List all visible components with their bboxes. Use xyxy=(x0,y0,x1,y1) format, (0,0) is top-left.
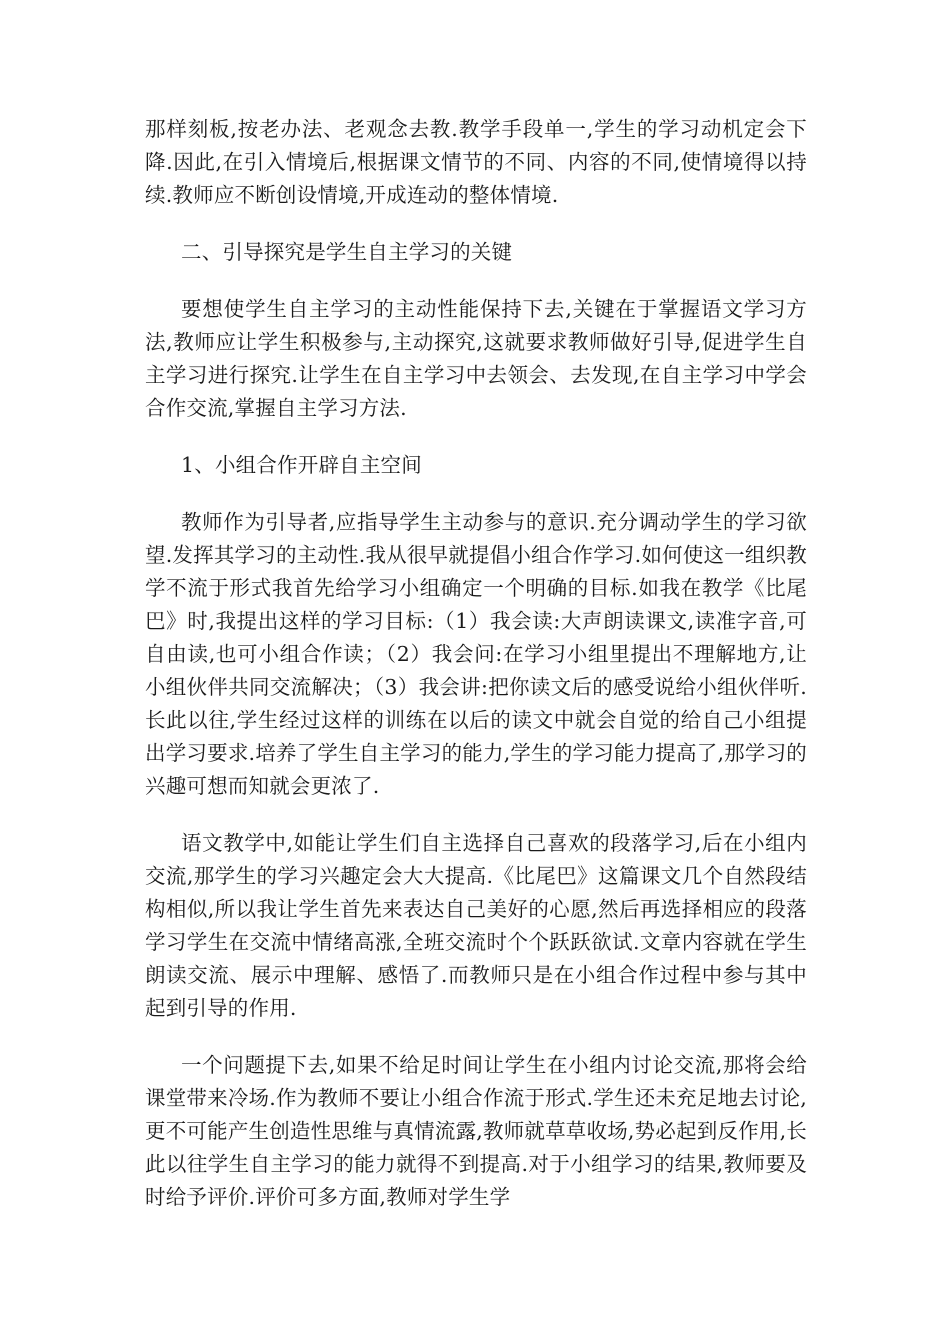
document-body xyxy=(145,113,807,1238)
paragraph-inquiry-intro: 要想使学生自主学习的主动性能保持下去,关键在于掌握语文学习方法,教师应让学生积极参与,主动探究,这就要求教师做好引导,促进学生自主学习进行探究.让学生在自主学习中去领会、去发现,在自主学习中学会合作交流,掌握自主学习方法. xyxy=(145,297,807,420)
subsection-heading-group-cooperation: 1、小组合作开辟自主空间 xyxy=(181,453,422,477)
paragraph-self-selected-reading: 语文教学中,如能让学生们自主选择自己喜欢的段落学习,后在小组内交流,那学生的学习兴趣定会大大提高.《比尾巴》这篇课文几个自然段结构相似,所以我让学生首先来表达自己美好的心愿,然后再选择相应的段落学习学生在交流中情绪高涨,全班交流时个个跃跃欲试.文章内容就在学生朗读交流、展示中理解、感悟了.而教师只是在小组合作过程中参与其中起到引导的作用. xyxy=(145,831,807,1020)
paragraph-continuation: 那样刻板,按老办法、老观念去教.教学手段单一,学生的学习动机定会下降.因此,在引入情境后,根据课文情节的不同、内容的不同,使情境得以持续.教师应不断创设情境,开成连动的整体情境. xyxy=(145,117,807,207)
paragraph-teacher-as-guide: 教师作为引导者,应指导学生主动参与的意识.充分调动学生的学习欲望.发挥其学习的主动性.我从很早就提倡小组合作学习.如何使这一组织教学不流于形式我首先给学习小组确定一个明确的目标.如我在教学《比尾巴》时,我提出这样的学习目标:（1）我会读:大声朗读课文,读准字音,可自由读,也可小组合作读；（2）我会问:在学习小组里提出不理解地方,让小组伙伴共同交流解决；（3）我会讲:把你读文后的感受说给小组伙伴听.长此以往,学生经过这样的训练在以后的读文中就会自觉的给自己小组提出学习要求.培养了学生自主学习的能力,学生的学习能力提高了,那学习的兴趣可想而知就会更浓了. xyxy=(145,510,807,798)
section-heading-guided-inquiry: 二、引导探究是学生自主学习的关键 xyxy=(181,240,513,264)
paragraph-discussion-time: 一个问题提下去,如果不给足时间让学生在小组内讨论交流,那将会给课堂带来冷场.作为教师不要让小组合作流于形式.学生还未充足地去讨论,更不可能产生创造性思维与真情流露,教师就草草收场,势必起到反作用,长此以往学生自主学习的能力就得不到提高.对于小组学习的结果,教师要及时给予评价.评价可多方面,教师对学生学 xyxy=(145,1053,807,1209)
